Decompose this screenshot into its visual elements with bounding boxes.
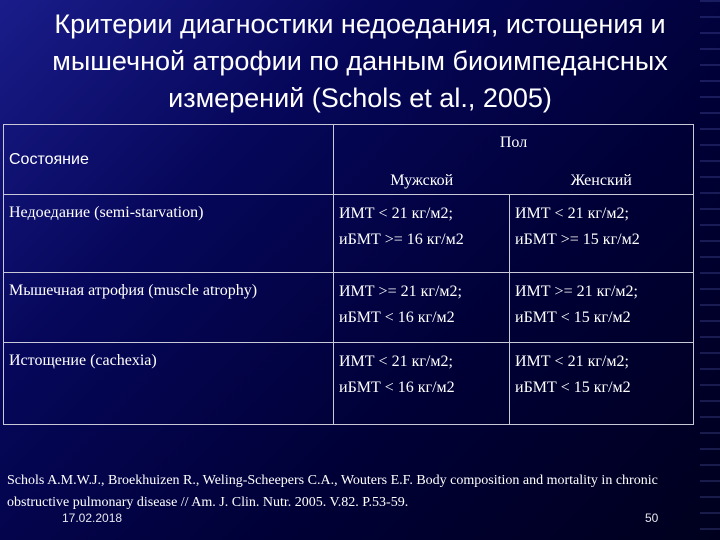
criteria-table xyxy=(3,124,694,425)
criteria-line: иБМТ >= 15 кг/м2 xyxy=(515,231,640,248)
criteria-line: ИМТ >= 21 кг/м2; xyxy=(339,283,462,300)
criteria-line: иБМТ >= 16 кг/м2 xyxy=(339,231,464,248)
state-cell: Недоедание (semi-starvation) xyxy=(4,195,334,273)
state-cell: Мышечная атрофия (muscle atrophy) xyxy=(4,273,334,343)
male-criteria-cell xyxy=(334,343,510,425)
criteria-line: иБМТ < 15 кг/м2 xyxy=(515,309,631,326)
criteria-line: ИМТ < 21 кг/м2; xyxy=(515,205,629,222)
header-male: Мужской xyxy=(334,161,510,195)
slide-title xyxy=(0,6,720,117)
female-criteria-cell xyxy=(510,343,694,425)
criteria-line: ИМТ < 21 кг/м2; xyxy=(515,353,629,370)
table-row xyxy=(4,195,694,273)
criteria-line: иБМТ < 15 кг/м2 xyxy=(515,379,631,396)
criteria-line: ИМТ >= 21 кг/м2; xyxy=(515,283,638,300)
criteria-line: ИМТ < 21 кг/м2; xyxy=(339,205,453,222)
female-criteria-cell xyxy=(510,195,694,273)
title-line: Критерии диагностики недоедания, истощения и xyxy=(54,9,666,39)
title-line: измерений (Schols et al., 2005) xyxy=(168,83,552,113)
table-row xyxy=(4,343,694,425)
title-line: мышечной атрофии по данным биоимпедансных xyxy=(52,46,668,76)
header-female: Женский xyxy=(510,161,694,195)
page-number: 50 xyxy=(645,511,659,525)
male-criteria-cell xyxy=(334,273,510,343)
criteria-line: ИМТ < 21 кг/м2; xyxy=(339,353,453,370)
female-criteria-cell xyxy=(510,273,694,343)
table-row xyxy=(4,273,694,343)
reference-text: Schols A.M.W.J., Broekhuizen R., Weling-Scheepers C.A., Wouters E.F. Body composition and mortality in chronic obstructive pulmonary disease // Am. J. Clin. Nutr. 2005. V.82. P.53-59. xyxy=(7,473,658,510)
state-cell: Истощение (cachexia) xyxy=(4,343,334,425)
header-sex: Пол xyxy=(334,125,694,161)
male-criteria-cell xyxy=(334,195,510,273)
slide-date: 17.02.2018 xyxy=(62,511,123,525)
header-state: Состояние xyxy=(4,125,334,195)
criteria-line: иБМТ < 16 кг/м2 xyxy=(339,379,455,396)
criteria-line: иБМТ < 16 кг/м2 xyxy=(339,309,455,326)
